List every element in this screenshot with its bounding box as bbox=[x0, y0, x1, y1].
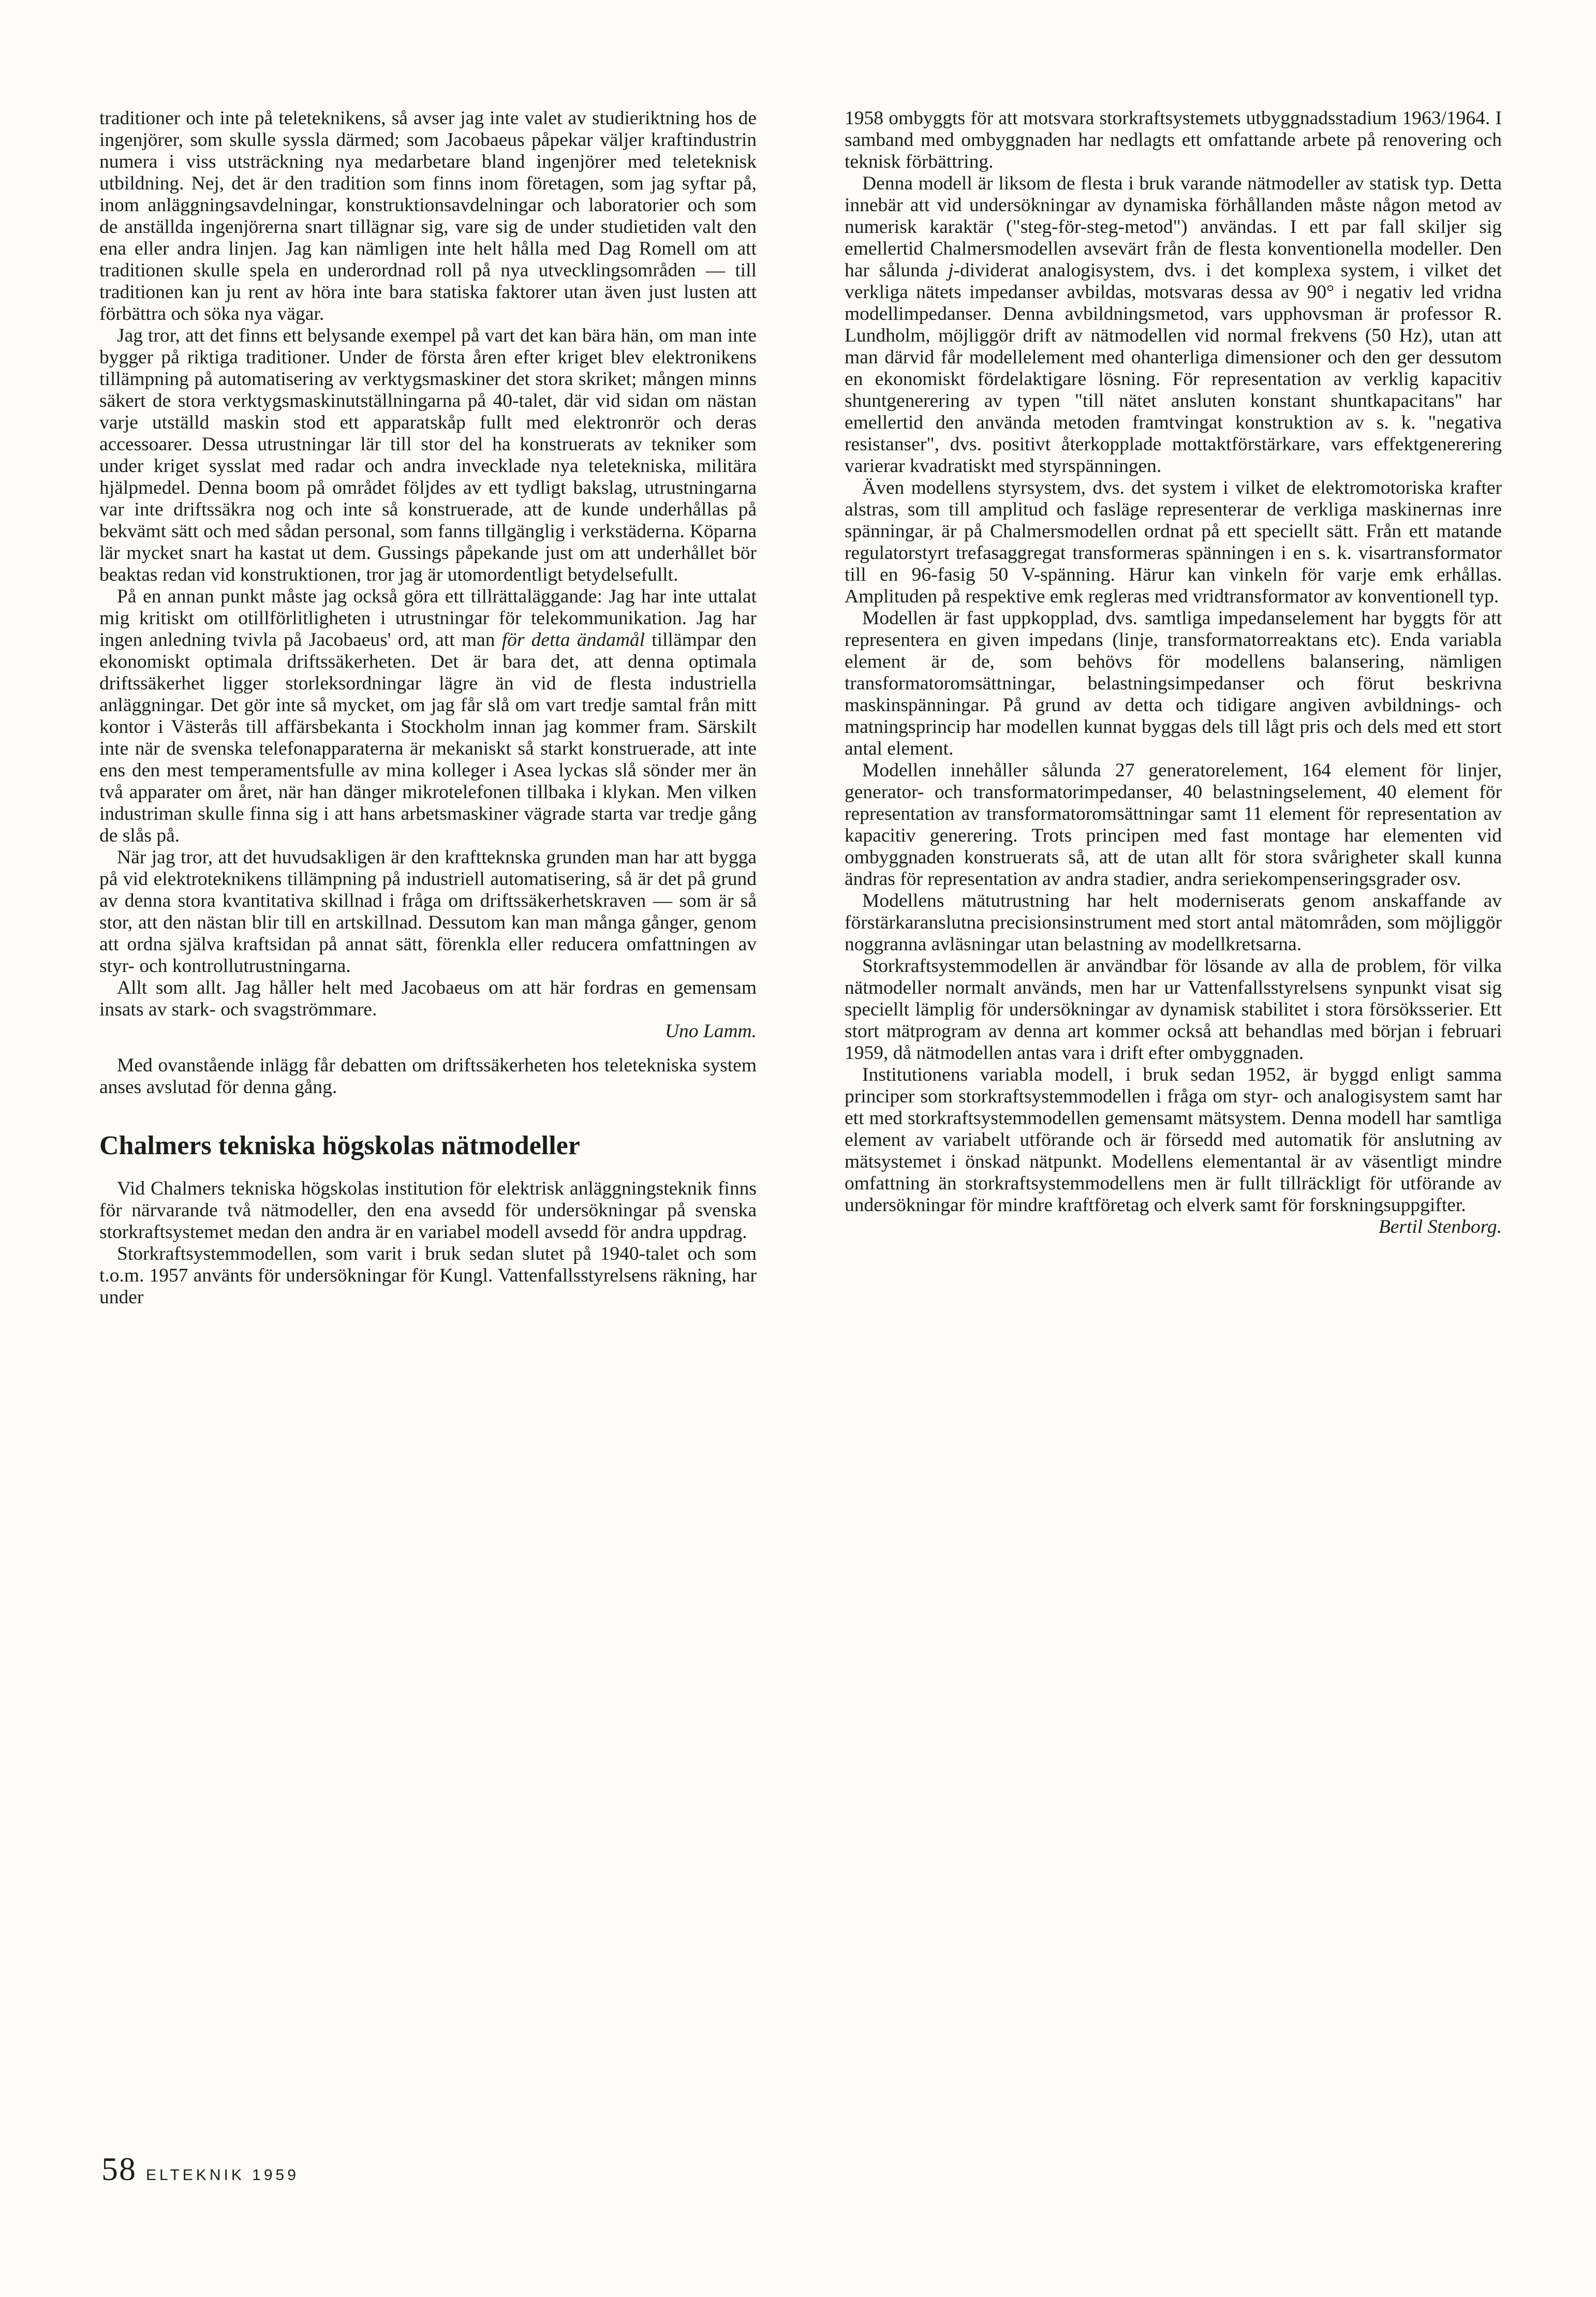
paragraph: När jag tror, att det huvudsakligen är den kraftteknska grunden man har att bygga på vid elektroteknikens tillämpning på industriell automatisering, så är det på grund av denna stora kvantitativa skillnad i fråga om driftssäkerhetskraven — som är så stor, att den nästan blir till en artskillnad. Dessutom kan man många gånger, genom att ordna själva kraftsidan på annat sätt, förenkla eller reducera omfattningen av styr- och kontrollutrustningarna. bbox=[99, 847, 757, 977]
paragraph: Institutionens variabla modell, i bruk sedan 1952, är byggd enligt samma principer som storkraftsystemmodellen i fråga om styr- och analogisystem samt har ett med storkraftsystemmodellen gemensamt mätsystem. Denna modell har samtliga element av variabelt utförande och är försedd med automatik för anslutning av mätsystemet i önskad nätpunkt. Modellens elementantal är av väsentligt mindre omfattning än storkraftsystemmodellens men är fullt tillräckligt för utförande av undersökningar för mindre kraftföretag och elverk samt för forskningsuppgifter. bbox=[845, 1064, 1502, 1216]
paragraph: Jag tror, att det finns ett belysande exempel på vart det kan bära hän, om man inte bygger på riktiga traditioner. Under de första åren efter kriget blev elektronikens tillämpning på automatisering av verktygsmaskiner det stora skriket; mången minns säkert de stora verktygsmaskinutställningarna på 40-talet, där vid sidan om nästan varje utställd maskin stod ett apparatskåp fullt med elektronrör och deras accessoarer. Dessa utrustningar lär till stor del ha konstruerats av tekniker som under kriget sysslat med radar och andra invecklade nya teletekniska, militära hjälpmedel. Denna boom på området följdes av ett tydligt bakslag, utrustningarna var inte driftssäkra nog och inte så konstruerade, att de kunde underhållas på bekvämt sätt och med sådan personal, som fanns tillgänglig i verkstäderna. Köparna lär mycket snart ha kastat ut dem. Gussings påpekande just om att underhållet bör beaktas redan vid konstruktionen, tror jag är utomordentligt betydelsefullt. bbox=[99, 325, 757, 585]
page-number: 58 bbox=[101, 2151, 137, 2187]
section-heading: Chalmers tekniska högskolas nätmodeller bbox=[99, 1131, 580, 1160]
author-signature: Uno Lamm. bbox=[664, 1021, 757, 1042]
paragraph: Även modellens styrsystem, dvs. det system i vilket de elektromotoriska krafter alstras, som till amplitud och fasläge representerar de verkliga maskinernas inre spänningar, är på Chalmersmodellen ordnat på ett speciellt sätt. Från ett matande regulatorstyrt trefasaggregat transformeras spänningen i en s. k. visartransformator till en 96-fasig 50 V-spänning. Härur kan vinkeln för varje emk erhållas. Amplituden på respektive emk regleras med vridtransformator av konventionell typ. bbox=[845, 477, 1502, 607]
paragraph: Storkraftsystemmodellen, som varit i bruk sedan slutet på 1940-talet och som t.o.m. 1957 använts för undersökningar för Kungl. Vattenfallsstyrelsens räkning, har under bbox=[99, 1243, 757, 1308]
paragraph: Modellens mätutrustning har helt moderniserats genom anskaffande av förstärkaranslutna precisionsinstrument med stort antal mätområden, som möjliggör noggranna avläsningar utan belastning av modellkretsarna. bbox=[845, 890, 1502, 955]
journal-name: ELTEKNIK 1959 bbox=[146, 2167, 299, 2184]
spacer bbox=[99, 1042, 757, 1055]
paragraph-text: -dividerat analogisystem, dvs. i det komplexa system, i vilket det verkliga nätets impedanser avbildas, motsvaras dessa av 90° i negativ led vridna modellimpedanser. Denna avbildningsmetod, vars upphovsman är professor R. Lundholm, möjliggör drift av nätmodellen vid normal frekvens (50 Hz), utan att man därvid får modellelement med ohanterliga dimensioner och den ger dessutom en ekonomiskt fördelaktigare lösning. För representation av verklig kapacitiv shuntgenerering av typen "till nätet ansluten konstant shuntkapacitans" har emellertid den använda metoden framtvingat konstruktion av s. k. "negativa resistanser", dvs. positivt återkopplade mottaktförstärkare, vars effektgenerering varierar kvadratiskt med styrspänningen. bbox=[845, 260, 1502, 477]
editorial-note: Med ovanstående inlägg får debatten om driftssäkerheten hos teletekniska system anses avslutad för denna gång. bbox=[99, 1055, 757, 1098]
paragraph: Vid Chalmers tekniska högskolas institution för elektrisk anläggningsteknik finns för närvarande två nätmodeller, den ena avsedd för undersökningar på svenska storkraftsystemet medan den andra är en variabel modell avsedd för andra uppdrag. bbox=[99, 1178, 757, 1243]
paragraph: 1958 ombyggts för att motsvara storkraftsystemets utbyggnadsstadium 1963/1964. I samband med ombyggnaden har nedlagts ett omfattande arbete på renovering och teknisk förbättring. bbox=[845, 108, 1502, 172]
author-signature: Bertil Stenborg. bbox=[1378, 1216, 1502, 1238]
left-column bbox=[99, 108, 757, 1308]
paragraph-text: Denna modell är liksom de flesta i bruk varande nätmodeller av statisk typ. Detta innebär att vid undersökningar av dynamiska förhållanden måste någon metod av numerisk karaktär ("steg-för-steg-metod") användas. I ett par fall skiljer sig emellertid Chalmersmodellen avsevärt från de flesta konventionella modeller. Den har sålunda bbox=[845, 173, 1502, 281]
paragraph: traditioner och inte på teleteknikens, så avser jag inte valet av studieriktning hos de ingenjörer, som skulle syssla därmed; som Jacobaeus påpekar väljer kraftindustrin numera i viss utsträckning nya medarbetare bland ingenjörer med teleteknisk utbildning. Nej, det är den tradition som finns inom företagen, som jag syftar på, inom anläggningsavdelningar, konstruktionsavdelningar och laboratorier och som de anställda ingenjörerna snart tillägnar sig, vare sig de under studietiden valt den ena eller andra linjen. Jag kan nämligen inte helt hålla med Dag Romell om att traditionen skulle spela en underordnad roll på nya utvecklingsområden — till traditionen kan ju rent av höra inte bara statiska faktorer utan även just lusten att förbättra och söka nya vägar. bbox=[99, 108, 757, 325]
right-column bbox=[845, 108, 1502, 1238]
paragraph: Modellen innehåller sålunda 27 generatorelement, 164 element för linjer, generator- och transformatorimpedanser, 40 belastningselement, 40 element för representation av transformatoromsättningar samt 11 element för representation av kapacitiv generering. Trots principen med fast montage har elementen vid ombyggnaden konstruerats så, att de utan allt för stora svårigheter skall kunna ändras för representation av andra stadier, andra seriekompenseringsgrader osv. bbox=[845, 760, 1502, 890]
paragraph-text: På en annan punkt måste jag också göra ett tillrättaläggande: Jag har inte uttalat mig kritiskt om otillförlitligheten i utrustningar för telekommunikation. Jag har ingen anledning tvivla på Jacobaeus' ord, att man bbox=[99, 586, 757, 651]
emphasis-text: för detta ändamål bbox=[501, 629, 645, 651]
emphasis-text: j bbox=[948, 260, 954, 281]
paragraph bbox=[845, 173, 1502, 477]
paragraph: Modellen är fast uppkopplad, dvs. samtliga impedanselement har byggts för att representera en given impedans (linje, transformatorreaktans etc). Enda variabla element är de, som behövs för modellens balansering, nämligen transformatoromsättningar, belastningsimpedanser och förut beskrivna maskinspänningar. På grund av detta och tidigare angiven avbildnings- och matningsprincip har modellen kunnat byggas dels till lågt pris och dels med ett stort antal element. bbox=[845, 608, 1502, 759]
paragraph-text: tillämpar den ekonomiskt optimala driftssäkerheten. Det är bara det, att denna optimala driftssäkerhet ligger storleksordningar lägre än vid de flesta industriella anläggningar. Det gör inte så mycket, om jag får slå om vart tredje samtal från mitt kontor i Västerås till affärsbekanta i Stockholm innan jag kommer fram. Särskilt inte när de svenska telefonapparaterna är mekaniskt så starkt konstruerade, att inte ens den mest temperamentsfulle av mina kolleger i Asea lyckas slå sönder mer än två apparater om året, när han dänger mikrotelefonen tillbaka i klykan. Men vilken industriman skulle finna sig i att hans arbetsmaskiner vägrade starta var tredje gång de slås på. bbox=[99, 629, 757, 846]
paragraph: Allt som allt. Jag håller helt med Jacobaeus om att här fordras en gemensam insats av stark- och svagströmmare. bbox=[99, 977, 757, 1020]
paragraph: Storkraftsystemmodellen är användbar för lösande av alla de problem, för vilka nätmodeller normalt används, men har ur Vattenfallsstyrelsens synpunkt visat sig speciellt lämplig för undersökningar av dynamisk stabilitet i stora försöksserier. Ett stort mätprogram av denna art kommer också att behandlas med början i februari 1959, då nätmodellen antas vara i drift efter ombyggnaden. bbox=[845, 955, 1502, 1064]
paragraph bbox=[99, 586, 757, 847]
page-footer bbox=[101, 2150, 299, 2188]
